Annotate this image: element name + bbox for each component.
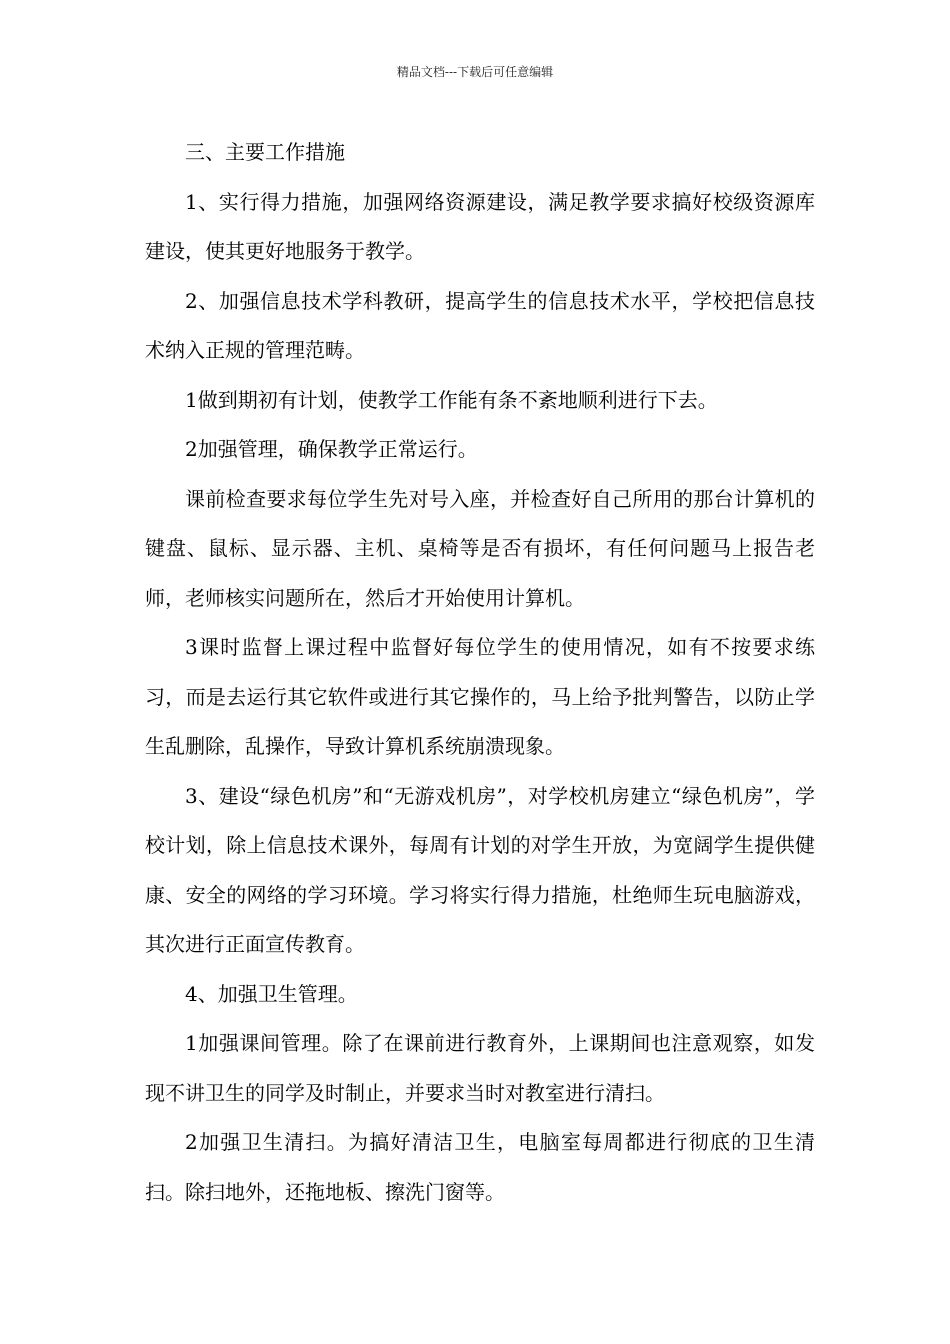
paragraph: 2加强卫生清扫。为搞好清洁卫生，电脑室每周都进行彻底的卫生清扫。除扫地外，还拖地板、擦洗门窗等。 [145,1130,815,1204]
paragraph: 1、实行得力措施，加强网络资源建设，满足教学要求搞好校级资源库建设，使其更好地服务于教学。 [145,189,815,263]
paragraph: 4、加强卫生管理。 [185,981,358,1006]
paragraph: 2、加强信息技术学科教研，提高学生的信息技术水平，学校把信息技术纳入正规的管理范畴。 [145,288,815,362]
paragraph: 1加强课间管理。除了在课前进行教育外，上课期间也注意观察，如发现不讲卫生的同学及时制止，并要求当时对教室进行清扫。 [145,1031,815,1105]
document-body [145,128,815,1217]
section-heading: 三、主要工作措施 [185,140,345,164]
paragraph: 3课时监督上课过程中监督好每位学生的使用情况，如有不按要求练习，而是去运行其它软件或进行其它操作的，马上给予批判警告，以防止学生乱删除，乱操作，导致计算机系统崩溃现象。 [145,635,815,758]
paragraph: 2加强管理，确保教学正常运行。 [185,437,478,461]
paragraph: 3、建设“绿色机房”和“无游戏机房”，对学校机房建立“绿色机房”，学校计划，除上信息技术课外，每周有计划的对学生开放，为宽阔学生提供健康、安全的网络的学习环境。学习将实行得力措施，杜绝师生玩电脑游戏，其次进行正面宣传教育。 [145,783,815,956]
paragraph: 1做到期初有计划，使教学工作能有条不紊地顺利进行下去。 [185,387,718,412]
page-header: 精品文档---下载后可任意编辑 [396,65,554,79]
paragraph: 课前检查要求每位学生先对号入座，并检查好自己所用的那台计算机的键盘、鼠标、显示器、主机、桌椅等是否有损坏，有任何问题马上报告老师，老师核实问题所在，然后才开始使用计算机。 [145,486,815,610]
